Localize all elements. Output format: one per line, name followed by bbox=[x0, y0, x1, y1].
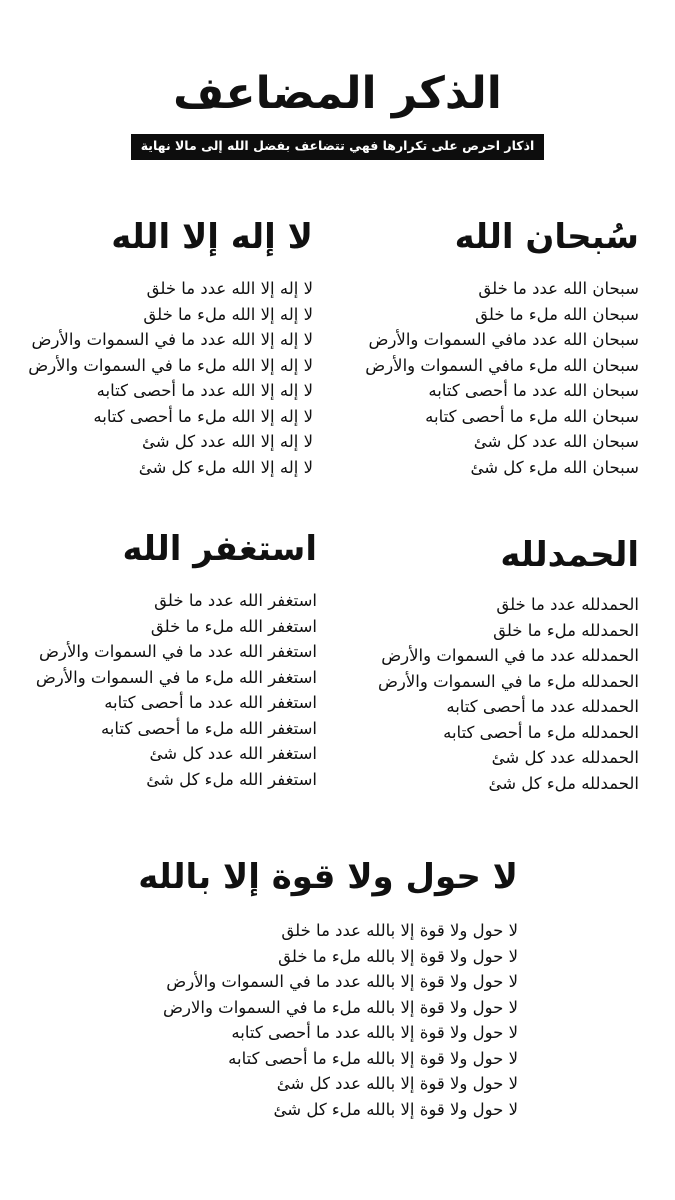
dhikr-line: لا حول ولا قوة إلا بالله عدد ما خلق bbox=[281, 921, 518, 940]
dhikr-line: الحمدلله عدد كل شئ bbox=[491, 748, 639, 767]
dhikr-list bbox=[378, 592, 639, 796]
dhikr-line: لا حول ولا قوة إلا بالله عدد ما أحصى كتابه bbox=[231, 1023, 518, 1042]
dhikr-line: استغفر الله ملء ما في السموات والأرض bbox=[35, 667, 317, 687]
dhikr-line: سبحان الله ملء ما أحصى كتابه bbox=[425, 406, 639, 426]
dhikr-line: سبحان الله ملء كل شئ bbox=[470, 457, 639, 477]
dhikr-line: استغفر الله عدد ما في السموات والأرض bbox=[39, 642, 317, 661]
section-title: لا إله إلا الله bbox=[111, 217, 313, 257]
section-la-hawla bbox=[138, 852, 518, 1122]
dhikr-line: لا إله إلا الله عدد ما في السموات والأرض bbox=[31, 330, 313, 349]
page-title: الذكر المضاعف bbox=[173, 68, 502, 119]
dhikr-line: لا إله إلا الله ملء ما أحصى كتابه bbox=[93, 406, 313, 426]
dhikr-line: استغفر الله ملء كل شئ bbox=[146, 769, 317, 789]
dhikr-line: لا حول ولا قوة إلا بالله ملء ما خلق bbox=[278, 946, 518, 966]
dhikr-line: لا إله إلا الله ملء ما في السموات والأرض bbox=[28, 355, 313, 375]
dhikr-line: لا إله إلا الله ملء ما خلق bbox=[143, 304, 313, 324]
dhikr-line: سبحان الله عدد ما خلق bbox=[478, 279, 639, 298]
dhikr-line: لا حول ولا قوة إلا بالله عدد كل شئ bbox=[276, 1074, 518, 1093]
dhikr-list bbox=[28, 276, 313, 480]
dhikr-line: سبحان الله عدد مافي السموات والأرض bbox=[368, 330, 639, 349]
dhikr-line: استغفر الله عدد كل شئ bbox=[149, 744, 317, 763]
subtitle-badge: اذكار احرص على تكرارها فهي تتضاعف بفضل الله إلى مالا نهاية bbox=[131, 134, 545, 160]
dhikr-line: لا حول ولا قوة إلا بالله عدد ما في السموات والأرض bbox=[166, 972, 518, 991]
dhikr-line: لا حول ولا قوة إلا بالله ملء ما في السموات والارض bbox=[163, 997, 518, 1017]
dhikr-line: الحمدلله عدد ما خلق bbox=[496, 595, 639, 614]
dhikr-line: الحمدلله عدد ما أحصى كتابه bbox=[446, 697, 639, 716]
subtitle-container bbox=[0, 134, 675, 160]
dhikr-list bbox=[36, 588, 317, 792]
dhikr-line: استغفر الله عدد ما أحصى كتابه bbox=[104, 693, 317, 712]
dhikr-line: الحمدلله ملء ما خلق bbox=[493, 620, 639, 640]
dhikr-line: سبحان الله ملء ما خلق bbox=[475, 304, 639, 324]
section-subhan-allah bbox=[365, 212, 639, 480]
dhikr-line: الحمدلله ملء ما أحصى كتابه bbox=[443, 722, 639, 742]
section-title: استغفر الله bbox=[122, 529, 317, 569]
section-title: لا حول ولا قوة إلا بالله bbox=[138, 857, 518, 897]
dhikr-line: استغفر الله عدد ما خلق bbox=[154, 591, 317, 610]
dhikr-list bbox=[365, 276, 639, 480]
dhikr-list bbox=[138, 918, 518, 1122]
dhikr-line: لا حول ولا قوة إلا بالله ملء كل شئ bbox=[273, 1099, 518, 1119]
dhikr-line: لا إله إلا الله عدد ما خلق bbox=[146, 279, 313, 298]
dhikr-line: سبحان الله عدد كل شئ bbox=[473, 432, 639, 451]
dhikr-line: استغفر الله ملء ما أحصى كتابه bbox=[100, 718, 317, 738]
dhikr-line: سبحان الله ملء مافي السموات والأرض bbox=[365, 355, 639, 375]
dhikr-line: استغفر الله ملء ما خلق bbox=[150, 616, 317, 636]
dhikr-line: لا إله إلا الله عدد ما أحصى كتابه bbox=[96, 381, 313, 400]
section-astaghfirullah bbox=[36, 524, 317, 792]
dhikr-line: لا إله إلا الله ملء كل شئ bbox=[138, 457, 313, 477]
section-title: سُبحان الله bbox=[454, 217, 639, 257]
section-la-ilaha-illallah bbox=[28, 212, 313, 480]
dhikr-line: سبحان الله عدد ما أحصى كتابه bbox=[428, 381, 639, 400]
dhikr-line: الحمدلله عدد ما في السموات والأرض bbox=[381, 646, 639, 665]
dhikr-line: الحمدلله ملء ما في السموات والأرض bbox=[377, 671, 639, 691]
dhikr-line: الحمدلله ملء كل شئ bbox=[488, 773, 639, 793]
dhikr-line: لا حول ولا قوة إلا بالله ملء ما أحصى كتابه bbox=[228, 1048, 518, 1068]
dhikr-line: لا إله إلا الله عدد كل شئ bbox=[141, 432, 313, 451]
section-alhamdulillah bbox=[378, 530, 639, 796]
section-title: الحمدلله bbox=[500, 535, 639, 575]
